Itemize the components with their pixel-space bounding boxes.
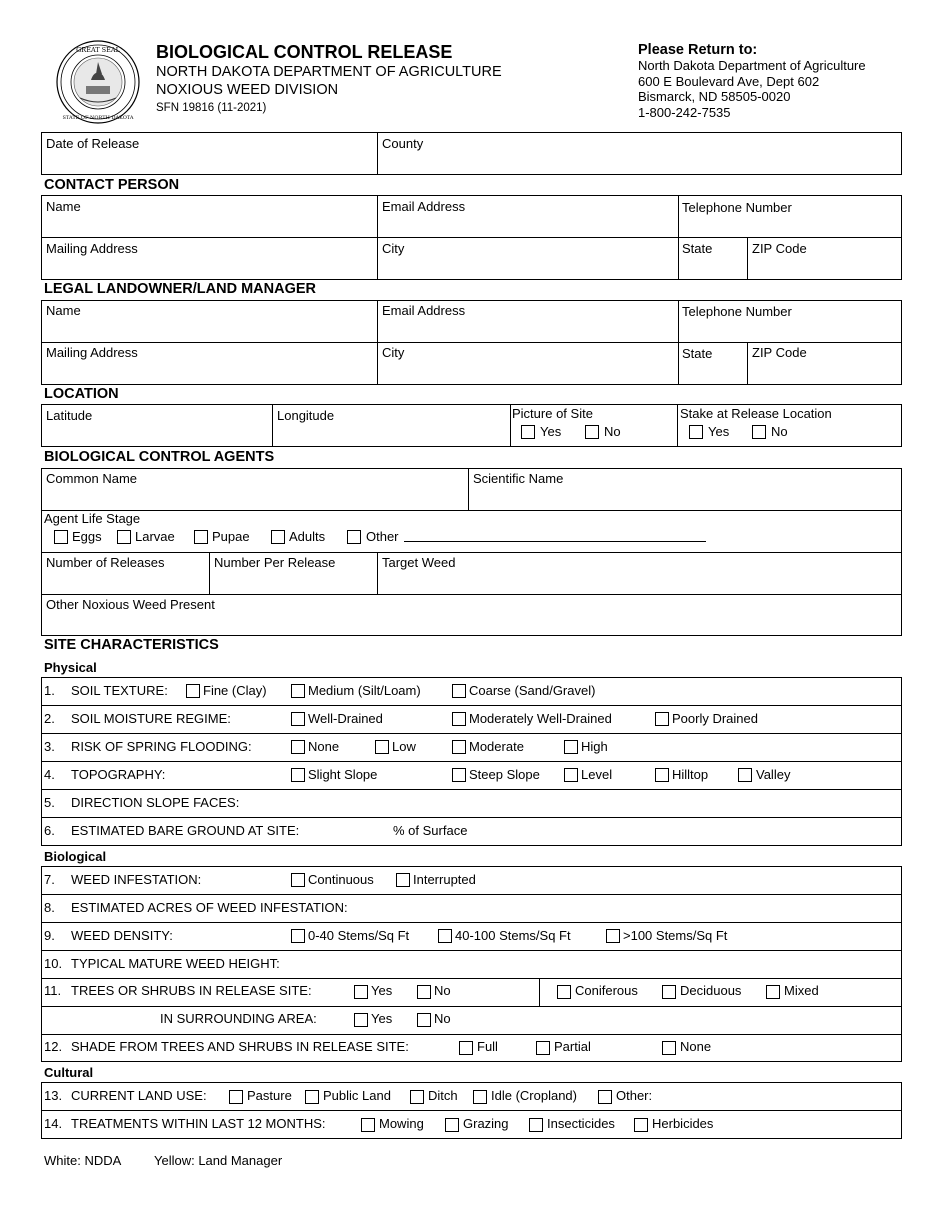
landowner-city-field[interactable]: City	[382, 345, 405, 360]
fine-clay-checkbox[interactable]	[186, 684, 200, 698]
biological-subheading: Biological	[44, 849, 107, 864]
pasture-label: Pasture	[247, 1088, 292, 1103]
q9-number: 9.	[44, 928, 55, 943]
stake-yes-label: Yes	[708, 424, 730, 439]
trees-release-yes-label: Yes	[371, 983, 393, 998]
q12-number: 12.	[44, 1039, 63, 1054]
q2-number: 2.	[44, 711, 55, 726]
q4-number: 4.	[44, 767, 55, 782]
medium-silt-label: Medium (Silt/Loam)	[308, 683, 421, 698]
shade-partial-label: Partial	[554, 1039, 591, 1054]
shade-full-label: Full	[477, 1039, 498, 1054]
contact-zip-field[interactable]: ZIP Code	[752, 241, 807, 256]
insecticides-label: Insecticides	[547, 1116, 615, 1131]
idle-cropland-checkbox[interactable]	[473, 1090, 487, 1104]
return-heading: Please Return to:	[638, 42, 758, 58]
landowner-email-field[interactable]: Email Address	[382, 303, 466, 318]
latitude-field[interactable]: Latitude	[46, 408, 93, 423]
density-mid-checkbox[interactable]	[438, 929, 452, 943]
return-address-line: 600 E Boulevard Ave, Dept 602	[638, 74, 820, 89]
eggs-checkbox[interactable]	[54, 530, 68, 544]
other-land-use-checkbox[interactable]	[598, 1090, 612, 1104]
weed-height-field[interactable]: TYPICAL MATURE WEED HEIGHT:	[71, 956, 280, 971]
q8-number: 8.	[44, 900, 55, 915]
contact-name-field[interactable]: Name	[46, 199, 81, 214]
site-section-heading: SITE CHARACTERISTICS	[44, 637, 219, 653]
flood-none-checkbox[interactable]	[291, 740, 305, 754]
moderately-drained-label: Moderately Well-Drained	[469, 711, 612, 726]
fine-clay-label: Fine (Clay)	[203, 683, 267, 698]
adults-checkbox[interactable]	[271, 530, 285, 544]
mowing-label: Mowing	[379, 1116, 424, 1131]
flood-moderate-checkbox[interactable]	[452, 740, 466, 754]
deciduous-label: Deciduous	[680, 983, 742, 998]
mixed-label: Mixed	[784, 983, 819, 998]
return-address-line: Bismarck, ND 58505-0020	[638, 89, 791, 104]
date-county-box	[41, 132, 902, 175]
picture-yes-label: Yes	[540, 424, 562, 439]
coniferous-label: Coniferous	[575, 983, 638, 998]
q1-number: 1.	[44, 683, 55, 698]
steep-slope-checkbox[interactable]	[452, 768, 466, 782]
coarse-sand-label: Coarse (Sand/Gravel)	[469, 683, 596, 698]
return-address-line: North Dakota Department of Agriculture	[638, 58, 866, 73]
trees-surrounding-no-checkbox[interactable]	[417, 1013, 431, 1027]
soil-texture-label: SOIL TEXTURE:	[71, 683, 168, 698]
grazing-label: Grazing	[463, 1116, 509, 1131]
other-stage-checkbox[interactable]	[347, 530, 361, 544]
form-title: BIOLOGICAL CONTROL RELEASE	[156, 42, 453, 62]
density-high-checkbox[interactable]	[606, 929, 620, 943]
location-section-heading: LOCATION	[44, 386, 119, 402]
topography-label: TOPOGRAPHY:	[71, 767, 166, 782]
trees-release-yes-checkbox[interactable]	[354, 985, 368, 999]
well-drained-checkbox[interactable]	[291, 712, 305, 726]
ditch-checkbox[interactable]	[410, 1090, 424, 1104]
flood-high-label: High	[581, 739, 608, 754]
q10-number: 10.	[44, 956, 63, 971]
interrupted-label: Interrupted	[413, 872, 476, 887]
flood-none-label: None	[308, 739, 340, 754]
herbicides-checkbox[interactable]	[634, 1118, 648, 1132]
percent-surface-label: % of Surface	[393, 823, 468, 838]
herbicides-label: Herbicides	[652, 1116, 714, 1131]
svg-text:STATE OF NORTH DAKOTA: STATE OF NORTH DAKOTA	[62, 115, 134, 121]
shade-full-checkbox[interactable]	[459, 1041, 473, 1055]
slight-slope-label: Slight Slope	[308, 767, 378, 782]
larvae-checkbox[interactable]	[117, 530, 131, 544]
scientific-name-field[interactable]: Scientific Name	[473, 471, 564, 486]
contact-section-heading: CONTACT PERSON	[44, 177, 180, 193]
trees-surrounding-no-label: No	[434, 1011, 451, 1026]
shade-partial-checkbox[interactable]	[536, 1041, 550, 1055]
landowner-name-field[interactable]: Name	[46, 303, 81, 318]
trees-surrounding-yes-checkbox[interactable]	[354, 1013, 368, 1027]
coniferous-checkbox[interactable]	[557, 985, 571, 999]
weed-infestation-label: WEED INFESTATION:	[71, 872, 202, 887]
valley-checkbox[interactable]	[738, 768, 752, 782]
trees-release-label: TREES OR SHRUBS IN RELEASE SITE:	[71, 983, 312, 998]
footer-yellow-copy: Yellow: Land Manager	[154, 1153, 283, 1168]
landowner-state-field[interactable]: State	[682, 346, 713, 361]
number-of-releases-field[interactable]: Number of Releases	[46, 555, 165, 570]
county-field[interactable]: County	[382, 136, 424, 151]
stake-yes-checkbox[interactable]	[689, 425, 703, 439]
mixed-checkbox[interactable]	[766, 985, 780, 999]
steep-slope-label: Steep Slope	[469, 767, 540, 782]
hilltop-checkbox[interactable]	[655, 768, 669, 782]
shade-none-checkbox[interactable]	[662, 1041, 676, 1055]
contact-email-field[interactable]: Email Address	[382, 199, 466, 214]
density-high-label: >100 Stems/Sq Ft	[623, 928, 728, 943]
eggs-label: Eggs	[72, 529, 102, 544]
poorly-drained-label: Poorly Drained	[672, 711, 758, 726]
footer-white-copy: White: NDDA	[44, 1153, 122, 1168]
svg-text:GREAT SEAL: GREAT SEAL	[76, 46, 120, 54]
q7-number: 7.	[44, 872, 55, 887]
other-stage-label: Other	[366, 529, 399, 544]
level-label: Level	[581, 767, 613, 782]
bare-ground-field[interactable]: ESTIMATED BARE GROUND AT SITE:	[71, 823, 300, 838]
contact-city-field[interactable]: City	[382, 241, 405, 256]
date-of-release-field[interactable]: Date of Release	[46, 136, 140, 151]
flood-high-checkbox[interactable]	[564, 740, 578, 754]
flood-moderate-label: Moderate	[469, 739, 524, 754]
physical-subheading: Physical	[44, 660, 97, 675]
landowner-phone-field[interactable]: Telephone Number	[682, 304, 792, 319]
well-drained-label: Well-Drained	[308, 711, 383, 726]
picture-of-site-label: Picture of Site	[512, 406, 593, 421]
soil-moisture-label: SOIL MOISTURE REGIME:	[71, 711, 231, 726]
division-name: NOXIOUS WEED DIVISION	[156, 82, 339, 98]
other-land-use-label: Other:	[616, 1088, 653, 1103]
density-low-label: 0-40 Stems/Sq Ft	[308, 928, 410, 943]
public-land-label: Public Land	[323, 1088, 391, 1103]
larvae-label: Larvae	[135, 529, 175, 544]
q14-number: 14.	[44, 1116, 63, 1131]
ditch-label: Ditch	[428, 1088, 458, 1103]
land-use-label: CURRENT LAND USE:	[71, 1088, 207, 1103]
mowing-checkbox[interactable]	[361, 1118, 375, 1132]
number-per-release-field[interactable]: Number Per Release	[214, 555, 336, 570]
stake-label: Stake at Release Location	[680, 406, 832, 421]
flood-low-checkbox[interactable]	[375, 740, 389, 754]
agents-section-heading: BIOLOGICAL CONTROL AGENTS	[44, 449, 275, 465]
cultural-subheading: Cultural	[44, 1065, 94, 1080]
idle-cropland-label: Idle (Cropland)	[491, 1088, 577, 1103]
picture-no-checkbox[interactable]	[585, 425, 599, 439]
contact-state-field[interactable]: State	[682, 241, 713, 256]
interrupted-checkbox[interactable]	[396, 873, 410, 887]
pupae-checkbox[interactable]	[194, 530, 208, 544]
q13-number: 13.	[44, 1088, 63, 1103]
estimated-acres-field[interactable]: ESTIMATED ACRES OF WEED INFESTATION:	[71, 900, 348, 915]
level-checkbox[interactable]	[564, 768, 578, 782]
pupae-label: Pupae	[212, 529, 250, 544]
insecticides-checkbox[interactable]	[529, 1118, 543, 1132]
landowner-section-heading: LEGAL LANDOWNER/LAND MANAGER	[44, 281, 316, 297]
coarse-sand-checkbox[interactable]	[452, 684, 466, 698]
stake-no-checkbox[interactable]	[752, 425, 766, 439]
state-seal-logo	[56, 40, 140, 124]
slight-slope-checkbox[interactable]	[291, 768, 305, 782]
longitude-field[interactable]: Longitude	[277, 408, 335, 423]
public-land-checkbox[interactable]	[305, 1090, 319, 1104]
stake-no-label: No	[771, 424, 788, 439]
valley-label: Valley	[756, 767, 791, 782]
poorly-drained-checkbox[interactable]	[655, 712, 669, 726]
landowner-mailing-field[interactable]: Mailing Address	[46, 345, 138, 360]
shade-none-label: None	[680, 1039, 712, 1054]
other-stage-line[interactable]	[404, 541, 706, 542]
q5-number: 5.	[44, 795, 55, 810]
picture-no-label: No	[604, 424, 621, 439]
treatments-label: TREATMENTS WITHIN LAST 12 MONTHS:	[71, 1116, 326, 1131]
surrounding-area-label: IN SURROUNDING AREA:	[160, 1011, 317, 1026]
common-name-field[interactable]: Common Name	[46, 471, 138, 486]
pasture-checkbox[interactable]	[229, 1090, 243, 1104]
target-weed-field[interactable]: Target Weed	[382, 555, 456, 570]
adults-label: Adults	[289, 529, 326, 544]
q3-number: 3.	[44, 739, 55, 754]
trees-release-no-checkbox[interactable]	[417, 985, 431, 999]
medium-silt-checkbox[interactable]	[291, 684, 305, 698]
shade-label: SHADE FROM TREES AND SHRUBS IN RELEASE SITE:	[71, 1039, 409, 1054]
contact-phone-field[interactable]: Telephone Number	[682, 200, 792, 215]
grazing-checkbox[interactable]	[445, 1118, 459, 1132]
deciduous-checkbox[interactable]	[662, 985, 676, 999]
return-phone: 1-800-242-7535	[638, 105, 731, 120]
flood-low-label: Low	[392, 739, 416, 754]
weed-density-label: WEED DENSITY:	[71, 928, 173, 943]
q11-number: 11.	[44, 983, 62, 998]
density-mid-label: 40-100 Stems/Sq Ft	[455, 928, 571, 943]
hilltop-label: Hilltop	[672, 767, 709, 782]
continuous-label: Continuous	[308, 872, 374, 887]
q6-number: 6.	[44, 823, 55, 838]
density-low-checkbox[interactable]	[291, 929, 305, 943]
contact-mailing-field[interactable]: Mailing Address	[46, 241, 138, 256]
agent-life-stage-label: Agent Life Stage	[44, 511, 141, 526]
picture-yes-checkbox[interactable]	[521, 425, 535, 439]
landowner-zip-field[interactable]: ZIP Code	[752, 345, 807, 360]
trees-release-no-label: No	[434, 983, 451, 998]
other-noxious-weed-field[interactable]: Other Noxious Weed Present	[46, 597, 215, 612]
continuous-checkbox[interactable]	[291, 873, 305, 887]
form-number: SFN 19816 (11-2021)	[156, 102, 267, 114]
moderately-drained-checkbox[interactable]	[452, 712, 466, 726]
direction-slope-field[interactable]: DIRECTION SLOPE FACES:	[71, 795, 240, 810]
department-name: NORTH DAKOTA DEPARTMENT OF AGRICULTURE	[156, 64, 502, 80]
flooding-label: RISK OF SPRING FLOODING:	[71, 739, 252, 754]
trees-surrounding-yes-label: Yes	[371, 1011, 393, 1026]
